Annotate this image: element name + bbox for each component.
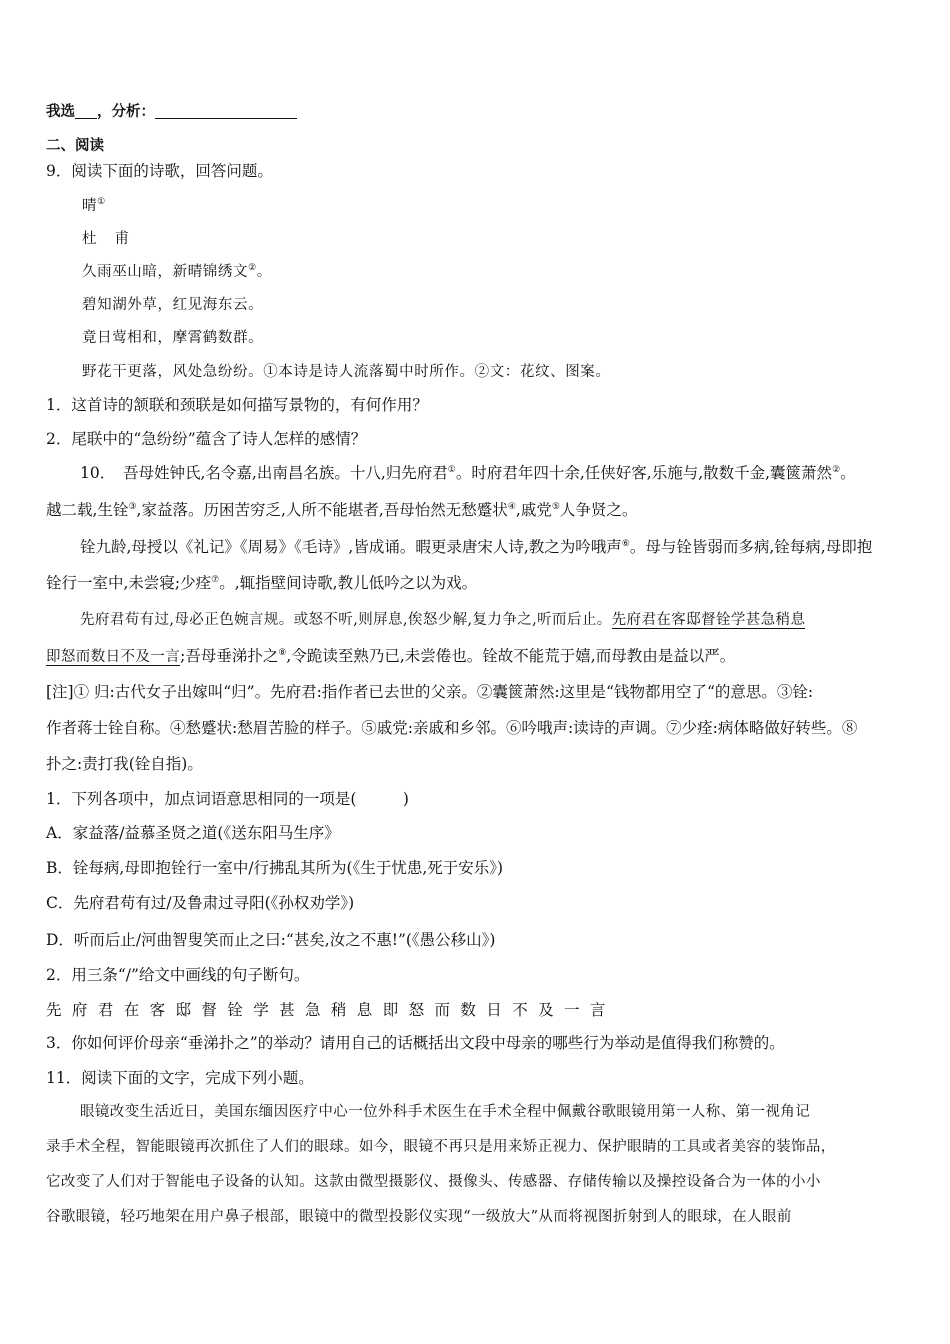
q11-paragraph-line: 眼镜改变生活近日，美国东缅因医疗中心一位外科手术医生在手术全程中佩戴谷歌眼镜用第一人称、第一视角记 bbox=[80, 1104, 811, 1120]
q10-paragraph-1-cont: 越二载,生铨③,家益落。历困苦穷乏,人所不能堪者,吾母怡然无愁蹙状④,戚党⑤人争贤之。 bbox=[46, 501, 638, 519]
q10-paragraph-2: 铨九龄,母授以《礼记》《周易》《毛诗》,皆成诵。暇更录唐宋人诗,教之为吟哦声⑥。母与铨皆弱而多病,铨每病,母即抱 bbox=[80, 538, 873, 556]
option-c: C．先府君苟有过/及鲁肃过寻阳(《孙权劝学》) bbox=[46, 894, 355, 912]
q10-note-line: 作者蒋士铨自称。④愁蹙状:愁眉苦脸的样子。⑤戚党:亲戚和乡邻。⑥吟哦声:读诗的声调。⑦少痊:病体略做好转些。⑧ bbox=[46, 719, 858, 737]
option-b: B．铨每病,母即抱铨行一室中/行拂乱其所为(《生于忧患,死于安乐》) bbox=[46, 859, 504, 877]
answer-choice-line bbox=[46, 101, 297, 123]
q10-paragraph-3-cont: 即怒而数日不及一言;吾母垂涕扑之⑧,令跪读至熟乃已,未尝倦也。铨故不能荒于嬉,而母教由是益以严。 bbox=[46, 647, 736, 665]
q11-intro: 11．阅读下面的文字，完成下列小题。 bbox=[46, 1069, 314, 1087]
poem-line: 碧知湖外草，红见海东云。 bbox=[82, 297, 264, 313]
q11-paragraph-line: 谷歌眼镜，轻巧地架在用户鼻子根部，眼镜中的微型投影仪实现“一级放大”从而将视图折射到人的眼球，在人眼前 bbox=[46, 1209, 792, 1225]
underlined-sentence: 即怒而数日不及一言 bbox=[46, 649, 181, 665]
q9-intro: 9．阅读下面的诗歌，回答问题。 bbox=[46, 162, 273, 180]
q10-note-line: 扑之:责打我(铨自指)。 bbox=[46, 755, 203, 773]
poem-line-with-footnote: 野花干更落，风处急纷纷。①本诗是诗人流落蜀中时所作。②文：花纹、图案。 bbox=[82, 364, 611, 380]
poem-author: 杜甫 bbox=[82, 231, 147, 247]
footnote-marker: ① bbox=[97, 197, 106, 207]
choice-blank bbox=[75, 102, 97, 119]
poem-title: 晴① bbox=[82, 197, 106, 214]
poem-line: 久雨巫山暗，新晴锦绣文②。 bbox=[82, 263, 272, 280]
option-a: A．家益落/益慕圣贤之道(《送东阳马生序》 bbox=[46, 824, 340, 842]
q10-paragraph-1: 10． 吾母姓钟氏,名令嘉,出南昌名族。十八,归先府君①。时府君年四十余,任侠好客,乐施与,散数千金,囊篋萧然②。 bbox=[80, 464, 856, 482]
q10-note-line: [注]① 归:古代女子出嫁叫“归”。先府君:指作者已去世的父亲。②囊篋萧然:这里是“钱物都用空了“的意思。③铨: bbox=[46, 683, 814, 701]
analysis-blank bbox=[155, 102, 297, 119]
q10-question-1: 1．下列各项中，加点词语意思相同的一项是( ) bbox=[46, 790, 409, 808]
poem-line: 竟日莺相和，摩霄鹤数群。 bbox=[82, 330, 264, 346]
analysis-label: ，分析： bbox=[97, 104, 155, 120]
footnote-marker: ② bbox=[248, 263, 257, 273]
q10-question-3: 3．你如何评价母亲“垂涕扑之”的举动？请用自己的话概括出文段中母亲的哪些行为举动是值得我们称赞的。 bbox=[46, 1034, 785, 1052]
q9-question-2: 2．尾联中的“急纷纷”蕴含了诗人怎样的感情？ bbox=[46, 430, 367, 448]
q9-question-1: 1．这首诗的颔联和颈联是如何描写景物的，有何作用？ bbox=[46, 396, 428, 414]
choice-prefix: 我选 bbox=[46, 104, 75, 120]
underlined-sentence: 先府君在客邸督铨学甚急稍息 bbox=[611, 612, 806, 628]
q10-paragraph-2-cont: 铨行一室中,未尝寝;少痊⑦。,辄指壁间诗歌,教儿低吟之以为戏。 bbox=[46, 574, 478, 592]
q11-paragraph-line: 录手术全程，智能眼镜再次抓住了人们的眼球。如今，眼镜不再只是用来矫正视力、保护眼睛的工具或者美容的装饰品， bbox=[46, 1139, 836, 1155]
q10-question-2: 2．用三条“/”给文中画线的句子断句。 bbox=[46, 966, 310, 984]
section-heading: 二、阅读 bbox=[46, 138, 104, 154]
q10-paragraph-3: 先府君苟有过,母必正色婉言规。或怒不听,则屏息,俟怒少解,复力争之,听而后止。先府君在客邸督铨学甚急稍息 bbox=[80, 612, 806, 628]
option-d: D．听而后止/河曲智叟笑而止之曰:“甚矣,汝之不惠!”(《愚公移山》) bbox=[46, 931, 496, 949]
q10-sentence-to-punctuate: 先府君在客邸督铨学甚急稍息即怒而数日不及一言 bbox=[46, 1001, 616, 1019]
q11-paragraph-line: 它改变了人们对于智能电子设备的认知。这款由微型摄影仪、摄像头、传感器、存储传输以及操控设备合为一体的小小 bbox=[46, 1174, 821, 1190]
poem-footnote: ①本诗是诗人流落蜀中时所作。②文：花纹、图案。 bbox=[263, 364, 611, 380]
